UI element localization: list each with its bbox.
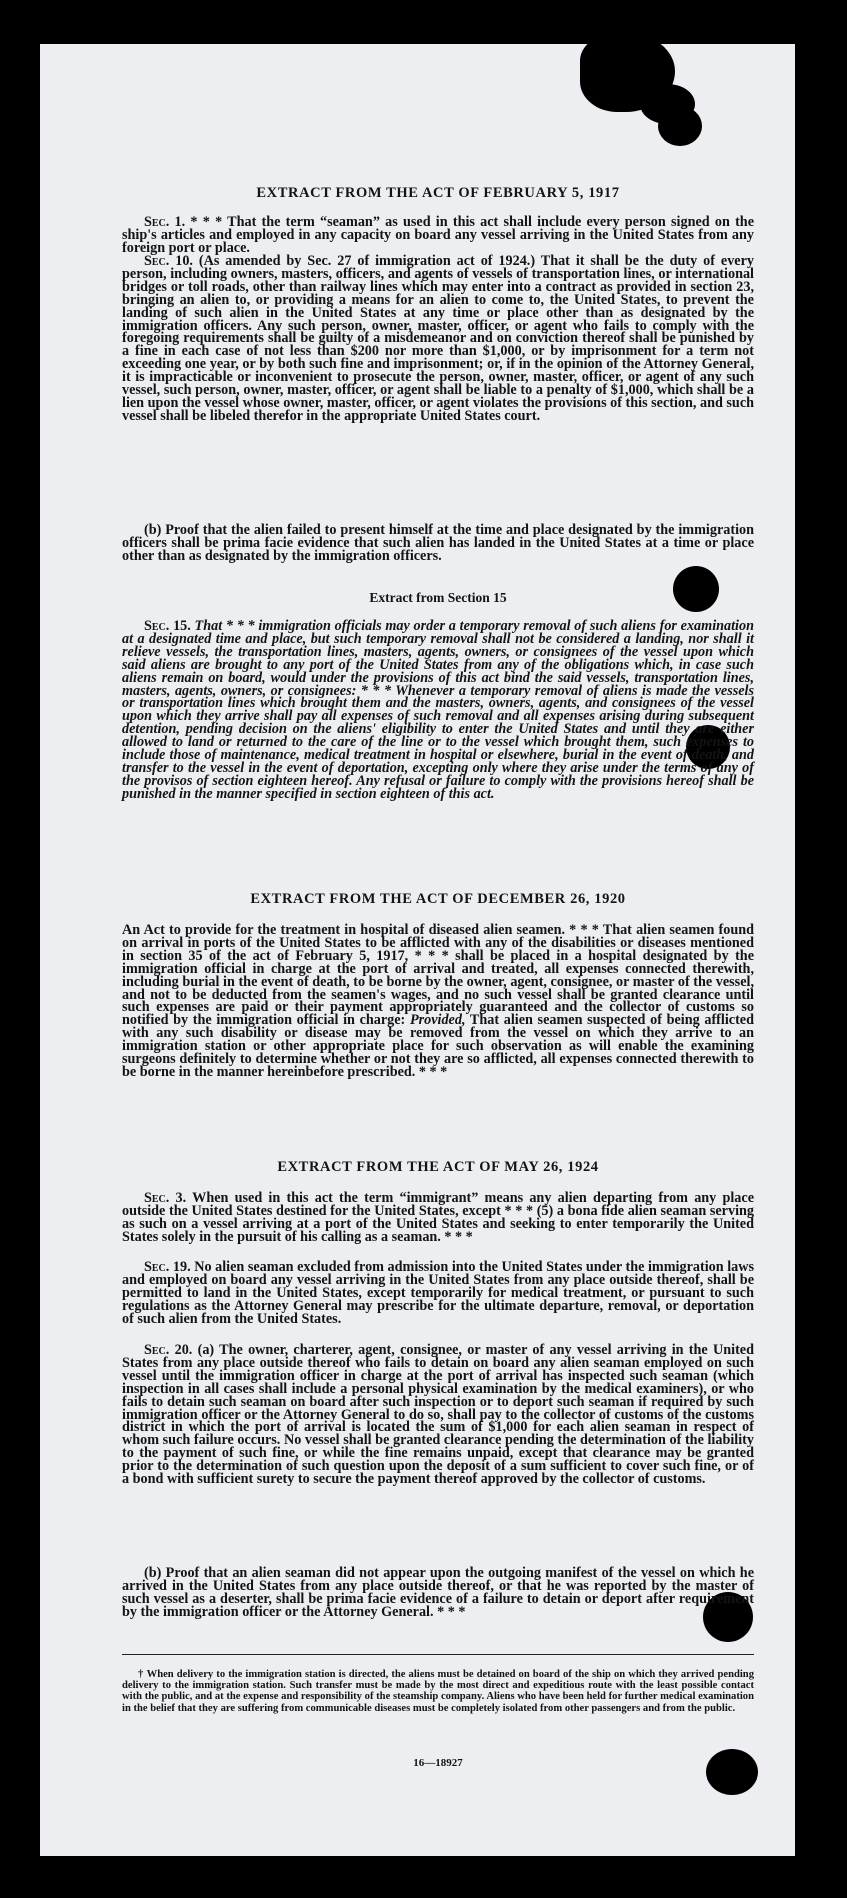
section-text: When used in this act the term “immigrant” means any alien departing from any place outside the United States destined for the United States, except * * * (5) a bona fide alien seaman serving as such on a vessel arriving at a port of the United States and seeking to enter temporarily the United States solely in the pursuit of his calling as a seaman. * * * bbox=[122, 1190, 754, 1245]
footnote-divider bbox=[122, 1654, 754, 1655]
document-page bbox=[40, 44, 795, 1856]
section-label: Sec. 3. bbox=[144, 1190, 187, 1206]
heading-act-1917: EXTRACT FROM THE ACT OF FEBRUARY 5, 1917 bbox=[256, 185, 620, 201]
act-text: That alien seamen suspected of being afflicted with any such disability or disease may be removed from the vessel on which they arrive to an immigration station or other appropriate place for such observation as will enable the examining surgeons definitely to determine whether or not they are so afflicted, all expenses connected therewith to be borne in the manner hereinbefore prescribed. * * * bbox=[122, 1012, 754, 1080]
paragraph-sec-10b: (b) Proof that the alien failed to present himself at the time and place designated by the immigration officers shall be prima facie evidence that such alien has landed in the United States at a time or place other than as designated by the immigration officers. bbox=[122, 522, 754, 564]
heading-act-1920: EXTRACT FROM THE ACT OF DECEMBER 26, 1920 bbox=[250, 891, 626, 907]
paragraph-sec-20a bbox=[122, 1344, 754, 1486]
footnote: † When delivery to the immigration station is directed, the aliens must be detained on board of the ship on which they arrived pending delivery to the immigration station. Such transfer must be made by the most direct and expeditious route with the least possible contact with the public, and at the expense and responsibility of the steamship company. Aliens who have been held for further medical examination in the belief that they are suffering from communicable diseases must be completely isolated from other passengers and from the public. bbox=[122, 1669, 754, 1714]
subheading-section-15: Extract from Section 15 bbox=[369, 590, 507, 605]
paragraph-sec-3 bbox=[122, 1192, 754, 1244]
section-label: Sec. 20. bbox=[144, 1342, 193, 1358]
section-text: That * * * immigration officials may order a temporary removal of such aliens for examination at a designated time and place, but such temporary removal shall not be considered a landing, nor shall it relieve vessels, the transportation lines, masters, agents, owners, or consignees of the vessel upon which said aliens are brought to any port of the United States from any of the obligations which, in case such aliens remain on board, would under the provisions of this act bind the said vessels, transportation lines, masters, agents, owners, or consignees: * * * Whenever a temporary removal of aliens is made the vessels or transportation lines which brought them and the masters, owners, agents, and consignees of the vessel upon which they arrive shall pay all expenses of such removal and all expenses arising during subsequent detention, pending decision on the aliens' eligibility to enter the United States and until they are either allowed to land or returned to the care of the line or to the vessel which brought them, such expenses to include those of maintenance, medical treatment in hospital or elsewhere, burial in the event of death, and transfer to the vessel in the event of deportation, excepting only where they arise under the terms of any of the provisos of section eighteen hereof. Any refusal or failure to comply with the provisions hereof shall be punished in the manner specified in section eighteen of this act. bbox=[122, 618, 754, 802]
section-label: Sec. 1. bbox=[144, 214, 186, 230]
paragraph-sec-19 bbox=[122, 1261, 754, 1326]
paragraph-act-1920 bbox=[122, 924, 754, 1079]
paragraph-sec-10 bbox=[122, 255, 754, 423]
heading-act-1924: EXTRACT FROM THE ACT OF MAY 26, 1924 bbox=[277, 1159, 599, 1175]
act-text: An Act to provide for the treatment in hospital of diseased alien seamen. * * * That alien seamen found on arrival in ports of the United States to be afflicted with any of the disabilities or diseases mentioned in section 35 of the act of February 5, 1917, * * * shall be placed in a hospital designated by the immigration official in charge at the port of arrival and treated, all expenses connected therewith, including burial in the event of death, to be borne by the owner, agent, consignee, or master of the vessel, and not to be deducted from the seamen's wages, and no such vessel shall be granted clearance until such expenses are paid or their payment appropriately guaranteed and the collector of customs so notified by the immigration official in charge: bbox=[122, 922, 754, 1029]
section-label: Sec. 19. bbox=[144, 1259, 191, 1275]
section-label: Sec. 15. bbox=[144, 618, 191, 634]
section-label: Sec. 10. bbox=[144, 253, 193, 269]
section-text: * * * That the term “seaman” as used in this act shall include every person signed on the ship's articles and employed in any capacity on board any vessel arriving in the United States from any foreign port or place. bbox=[122, 214, 754, 256]
section-text: (As amended by Sec. 27 of immigration act of 1924.) That it shall be the duty of every person, including owners, masters, officers, and agents of vessels of transportation lines, or international bridges or toll roads, other than railway lines which may enter into a contract as provided in section 23, bringing an alien to, or providing a means for an alien to come to, the United States, to prevent the landing of such alien in the United States at any time or place other than as designated by the immigration officers. Any such person, owner, master, officer, or agent who fails to comply with the foregoing requirements shall be guilty of a misdemeanor and on conviction thereof shall be punished by a fine in each case of not less than $200 nor more than $1,000, or by imprisonment for a term not exceeding one year, or by both such fine and imprisonment; or, if in the opinion of the Attorney General, it is impracticable or inconvenient to prosecute the person, owner, master, officer, or agent of any such vessel, such person, owner, master, officer, or agent shall be liable to a penalty of $1,000, which shall be a lien upon the vessel whose owner, master, officer, or agent violates the provisions of this section, and such vessel shall be libeled therefor in the appropriate United States court. bbox=[122, 253, 755, 424]
section-text: (a) The owner, charterer, agent, consignee, or master of any vessel arriving in the United States from any place outside thereof who fails to detain on board any alien seaman employed on such vessel until the immigration officer in charge at the port of arrival has inspected such seaman (which inspection in all cases shall include a personal physical examination by the medical examiners), or who fails to detain such seaman on board after such inspection or to deport such seaman if required by such immigration officer or the Attorney General to do so, shall pay to the collector of customs of the customs district in which the port of arrival is located the sum of $1,000 for each alien seaman in respect of whom such failure occurs. No vessel shall be granted clearance pending the determination of the liability to the payment of such fine, or while the fine remains unpaid, except that clearance may be granted prior to the determination of such question upon the deposit of a sum sufficient to cover such fine, or of a bond with sufficient surety to secure the payment thereof approved by the collector of customs. bbox=[122, 1342, 754, 1488]
paragraph-sec-20b: (b) Proof that an alien seaman did not appear upon the outgoing manifest of the vessel on which he arrived in the United States from any place outside thereof, or that he was reported by the master of such vessel as a deserter, shall be prima facie evidence of a failure to detain or deport after requirement by the immigration officer or the Attorney General. * * * bbox=[122, 1565, 754, 1620]
punch-hole bbox=[658, 106, 702, 146]
paragraph-sec-1 bbox=[122, 216, 754, 255]
section-text: No alien seaman excluded from admission into the United States under the immigration laws and employed on board any vessel arriving in the United States from any place outside thereof, shall be permitted to land in the United States, except temporarily for medical treatment, or pursuant to such regulations as the Attorney General may prescribe for the ultimate departure, removal, or deportation of such alien from the United States. bbox=[122, 1259, 754, 1327]
paragraph-sec-15 bbox=[122, 620, 754, 801]
proviso-label: Provided, bbox=[409, 1012, 466, 1029]
form-number: 16—18927 bbox=[413, 1757, 463, 1769]
